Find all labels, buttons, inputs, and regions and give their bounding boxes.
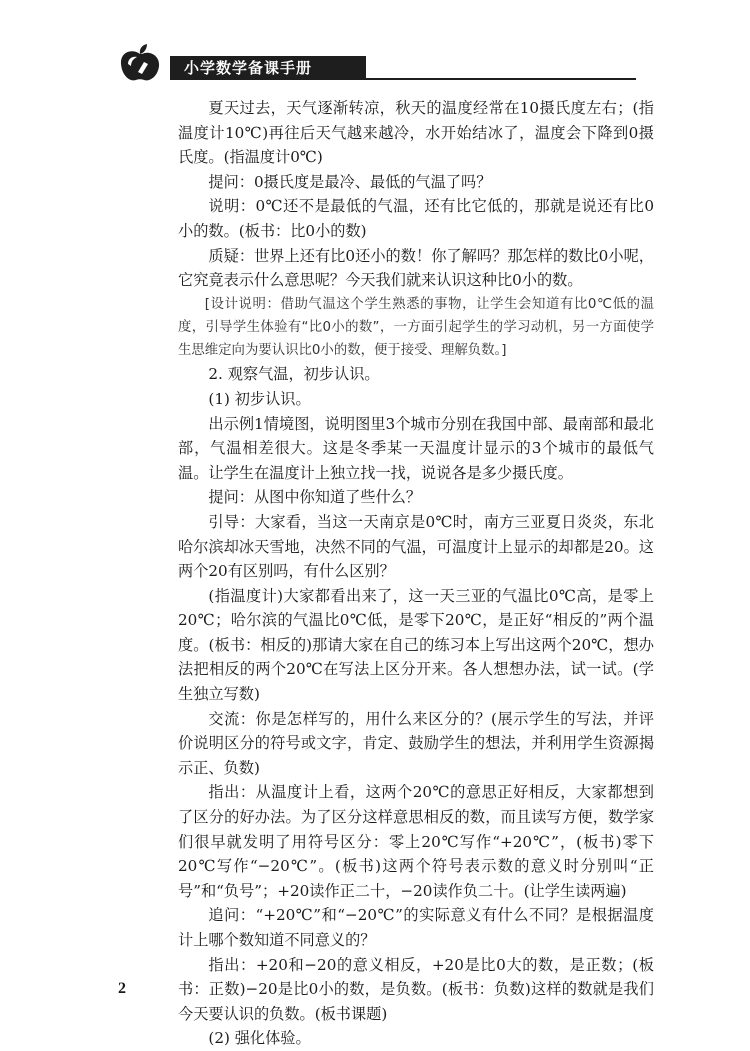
page-number: 2 (118, 980, 126, 997)
body-paragraph: (2) 强化体验。 (208, 1029, 311, 1048)
body-paragraph: 交流：你是怎样写的，用什么来区分的？(展示学生的写法，并评价说明区分的符号或文字，肯定、鼓励学生的想法，并利用学生资源揭示正、负数) (178, 709, 654, 777)
body-paragraph: 说明：0℃还不是最低的气温，还有比它低的，那就是说还有比0小的数。(板书：比0小的数) (178, 197, 654, 240)
body-paragraph: 提问：0摄氏度是最冷、最低的气温了吗？ (208, 172, 492, 191)
body-paragraph: 指出：+20和−20的意义相反，+20是比0大的数，是正数；(板书：正数)−20是比0小的数，是负数。(板书：负数)这样的数就是我们今天要认识的负数。(板书课题) (178, 955, 654, 1023)
body-paragraph: 追问：“+20℃”和“−20℃”的实际意义有什么不同？是根据温度计上哪个数知道不同意义的？ (178, 906, 654, 950)
design-note-paragraph: [设计说明：借助气温这个学生熟悉的事物，让学生会知道有比0℃低的温度，引导学生体验有“比0小的数”，一方面引起学生的学习动机，另一方面使学生思维定向为要认识比0小的数，便于接受、理解负数。] (178, 296, 654, 359)
body-paragraph: (指温度计)大家都看出来了，这一天三亚的气温比0℃高，是零上20℃；哈尔滨的气温比0℃低，是零下20℃，是正好“相反的”两个温度。(板书：相反的)那请大家在自己的练习本上写出这两个20℃，想办法把相反的两个20℃在写法上区分开来。各人想想办法，试一试。(学生独立写数) (178, 586, 654, 704)
body-paragraph: 指出：从温度计上看，这两个20℃的意思正好相反，大家都想到了区分的好办法。为了区分这样意思相反的数，而且读写方便，数学家们很早就发明了用符号区分：零上20℃写作“+20℃”，(板书)零下20℃写作“−20℃”。(板书)这两个符号表示数的意义时分别叫“正号”和“负号”；+20读作正二十，−20读作负二十。(让学生读两遍) (178, 783, 654, 900)
book-title-bar: 小学数学备课手册 (170, 56, 366, 80)
body-paragraph: 提问：从图中你知道了些什么？ (208, 488, 422, 507)
apple-logo-icon (118, 44, 162, 84)
body-paragraph: 2. 观察气温，初步认识。 (208, 365, 380, 384)
page-body (178, 96, 654, 1051)
header-rule (366, 78, 636, 80)
body-paragraph: 质疑：世界上还有比0还小的数！你了解吗？那怎样的数比0小呢，它究竟表示什么意思呢？今天我们就来认识这种比0小的数。 (178, 246, 654, 290)
body-paragraph: 引导：大家看，当这一天南京是0℃时，南方三亚夏日炎炎，东北哈尔滨却冰天雪地，决然不同的气温，可温度计上显示的却都是20。这两个20有区别吗，有什么区别？ (178, 512, 654, 581)
body-paragraph: 出示例1情境图，说明图里3个城市分别在我国中部、最南部和最北部，气温相差很大。这是冬季某一天温度计显示的3个城市的最低气温。让学生在温度计上独立找一找，说说各是多少摄氏度。 (178, 414, 654, 482)
page-header (118, 40, 638, 86)
body-paragraph: (1) 初步认识。 (208, 389, 311, 408)
body-paragraph: 夏天过去，天气逐渐转凉，秋天的温度经常在10摄氏度左右；(指温度计10℃)再往后天气越来越冷，水开始结冰了，温度会下降到0摄氏度。(指温度计0℃) (178, 99, 654, 167)
